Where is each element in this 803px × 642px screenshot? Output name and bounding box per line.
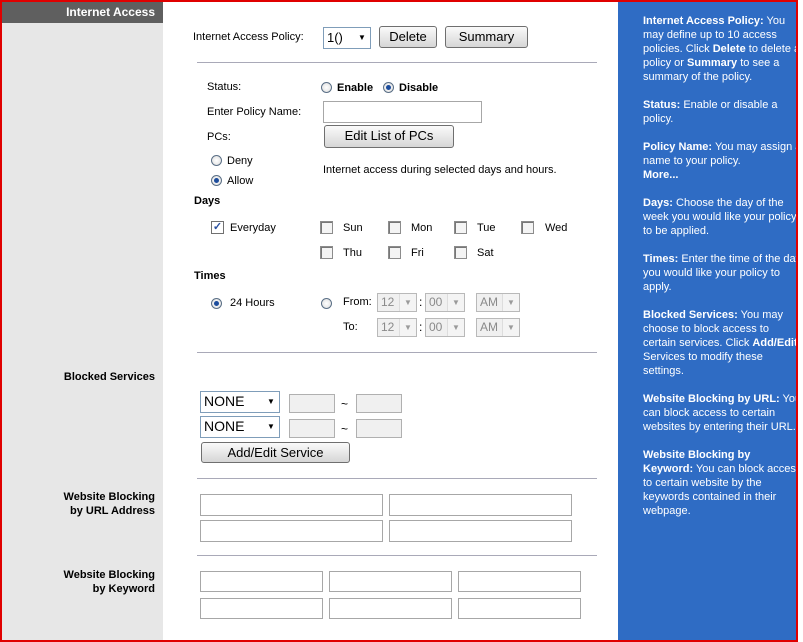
day-label-sat: Sat	[477, 247, 494, 259]
access-note: Internet access during selected days and hours.	[323, 164, 557, 176]
help-text: Services to modify these settings.	[643, 351, 763, 377]
to-colon: :	[419, 320, 423, 334]
chevron-down-icon: ▼	[267, 397, 275, 406]
day-label-tue: Tue	[477, 222, 496, 234]
chevron-down-icon: ▼	[358, 33, 366, 42]
divider	[197, 352, 597, 353]
policy-select[interactable]	[323, 27, 371, 49]
url-blocking-label-line2: by URL Address	[70, 505, 155, 517]
from-minute-value: 00	[429, 295, 443, 309]
chevron-down-icon: ▼	[502, 294, 519, 311]
help-blocked-services-title: Blocked Services:	[643, 309, 738, 321]
help-text: You may define up to 10 access policies. Click	[643, 15, 786, 55]
keyword-blocking-label-line2: by Keyword	[92, 583, 155, 595]
url-blocking-label-line1: Website Blocking	[63, 491, 155, 503]
service-port-end-2[interactable]	[356, 419, 402, 438]
help-blocked-services	[643, 308, 803, 378]
port-range-tilde-1: ~	[341, 397, 349, 411]
help-content	[643, 14, 803, 532]
delete-button[interactable]: Delete	[379, 26, 437, 48]
divider	[197, 62, 597, 63]
allow-radio[interactable]	[211, 175, 222, 186]
to-hour-select[interactable]	[377, 318, 417, 337]
service-port-end-1[interactable]	[356, 394, 402, 413]
day-label-fri: Fri	[411, 247, 424, 259]
service-port-start-2[interactable]	[289, 419, 335, 438]
policy-label: Internet Access Policy:	[193, 31, 304, 43]
summary-button[interactable]: Summary	[445, 26, 528, 48]
day-label-thu: Thu	[343, 247, 362, 259]
service-select-2-value: NONE	[204, 418, 245, 434]
help-text: Enable or disable a policy.	[643, 99, 778, 125]
blocked-services-label: Blocked Services	[63, 371, 155, 383]
help-keyword-blocking	[643, 448, 803, 518]
help-text-bold: Add/Edit	[752, 337, 798, 349]
custom-time-radio[interactable]	[321, 298, 332, 309]
left-label-column	[2, 2, 163, 640]
day-checkbox-mon[interactable]	[388, 221, 401, 234]
help-days-title: Days:	[643, 197, 673, 209]
service-port-start-1[interactable]	[289, 394, 335, 413]
policy-name-input[interactable]	[323, 101, 482, 123]
from-label: From:	[343, 296, 372, 308]
from-hour-value: 12	[381, 295, 395, 309]
day-label-mon: Mon	[411, 222, 433, 234]
edit-pcs-button[interactable]: Edit List of PCs	[324, 125, 454, 148]
from-colon: :	[419, 295, 423, 309]
keyword-input-5[interactable]	[329, 598, 452, 619]
day-checkbox-thu[interactable]	[320, 246, 333, 259]
help-status-title: Status:	[643, 99, 681, 111]
hours24-label: 24 Hours	[230, 297, 275, 309]
days-title: Days	[194, 195, 221, 207]
pcs-label: PCs:	[207, 131, 231, 143]
from-ampm-select[interactable]	[476, 293, 520, 312]
to-minute-value: 00	[429, 320, 443, 334]
keyword-blocking-label-line1: Website Blocking	[63, 569, 155, 581]
chevron-down-icon: ▼	[502, 319, 519, 336]
help-more-link[interactable]: More...	[643, 169, 679, 181]
deny-label: Deny	[227, 155, 253, 167]
keyword-input-6[interactable]	[458, 598, 581, 619]
service-select-2[interactable]	[200, 416, 280, 438]
help-policy-name	[643, 140, 803, 182]
chevron-down-icon: ▼	[267, 422, 275, 431]
help-days	[643, 196, 803, 238]
help-policy	[643, 14, 803, 84]
chevron-down-icon: ▼	[399, 294, 416, 311]
section-header	[2, 2, 163, 23]
everyday-label: Everyday	[230, 222, 276, 234]
url-input-2[interactable]	[389, 494, 572, 516]
from-hour-select[interactable]	[377, 293, 417, 312]
to-ampm-select[interactable]	[476, 318, 520, 337]
keyword-input-3[interactable]	[458, 571, 581, 592]
help-text: You can block access to certain website by the keywords contained in their webpage.	[643, 463, 802, 517]
day-checkbox-sun[interactable]	[320, 221, 333, 234]
help-text-bold: Summary	[687, 57, 738, 69]
help-policy-name-title: Policy Name:	[643, 141, 713, 153]
status-disable-radio[interactable]	[383, 82, 394, 93]
help-text: Choose the day of the week you would like your policy to be applied.	[643, 197, 797, 237]
allow-label: Allow	[227, 175, 254, 187]
status-label: Status:	[207, 81, 242, 93]
help-text: You may choose to block access to certain services. Click	[643, 309, 784, 349]
day-checkbox-fri[interactable]	[388, 246, 401, 259]
deny-radio[interactable]	[211, 155, 222, 166]
to-hour-value: 12	[381, 320, 395, 334]
help-policy-title: Internet Access Policy:	[643, 15, 764, 27]
help-status	[643, 98, 803, 126]
section-title: Internet Access	[66, 5, 155, 19]
service-select-1[interactable]	[200, 391, 280, 413]
main-form	[163, 2, 618, 640]
keyword-blocking-label	[5, 568, 155, 596]
help-text: You may assign a name to your policy.	[643, 141, 802, 167]
help-times	[643, 252, 803, 294]
day-checkbox-tue[interactable]	[454, 221, 467, 234]
service-select-1-value: NONE	[204, 393, 245, 409]
status-enable-radio[interactable]	[321, 82, 332, 93]
url-input-1[interactable]	[200, 494, 383, 516]
url-input-3[interactable]	[200, 520, 383, 542]
keyword-input-1[interactable]	[200, 571, 323, 592]
policy-select-value: 1()	[327, 30, 343, 45]
help-keyword-blocking-title: Website Blocking by Keyword:	[643, 449, 751, 475]
help-url-blocking	[643, 392, 803, 434]
to-minute-select[interactable]	[425, 318, 465, 337]
day-checkbox-wed[interactable]	[521, 221, 534, 234]
url-input-4[interactable]	[389, 520, 572, 542]
policy-name-label: Enter Policy Name:	[207, 106, 302, 118]
port-range-tilde-2: ~	[341, 422, 349, 436]
add-edit-service-button[interactable]: Add/Edit Service	[201, 442, 350, 463]
help-text: Enter the time of the day you would like your policy to apply.	[643, 253, 802, 293]
help-text: You can block access to certain websites by entering their URL.	[643, 393, 802, 433]
status-enable-label: Enable	[337, 82, 374, 94]
everyday-checkbox[interactable]: ✓	[212, 221, 223, 233]
day-label-sun: Sun	[343, 222, 363, 234]
day-checkbox-sat[interactable]	[454, 246, 467, 259]
keyword-input-2[interactable]	[329, 571, 452, 592]
from-minute-select[interactable]	[425, 293, 465, 312]
times-title: Times	[194, 270, 226, 282]
day-label-wed: Wed	[545, 222, 568, 234]
from-ampm-value: AM	[480, 295, 498, 309]
help-text-bold: Delete	[712, 43, 746, 55]
chevron-down-icon: ▼	[399, 319, 416, 336]
chevron-down-icon: ▼	[447, 319, 464, 336]
keyword-input-4[interactable]	[200, 598, 323, 619]
url-blocking-label	[5, 490, 155, 518]
help-times-title: Times:	[643, 253, 679, 265]
hours24-radio[interactable]	[211, 298, 222, 309]
status-disable-label: Disable	[399, 82, 439, 94]
help-url-blocking-title: Website Blocking by URL:	[643, 393, 780, 405]
help-text: to delete a policy or	[643, 43, 801, 69]
chevron-down-icon: ▼	[447, 294, 464, 311]
help-panel	[618, 2, 802, 640]
help-text: to see a summary of the policy.	[643, 57, 780, 83]
divider	[197, 555, 597, 556]
divider	[197, 478, 597, 479]
to-label: To:	[343, 321, 358, 333]
to-ampm-value: AM	[480, 320, 498, 334]
